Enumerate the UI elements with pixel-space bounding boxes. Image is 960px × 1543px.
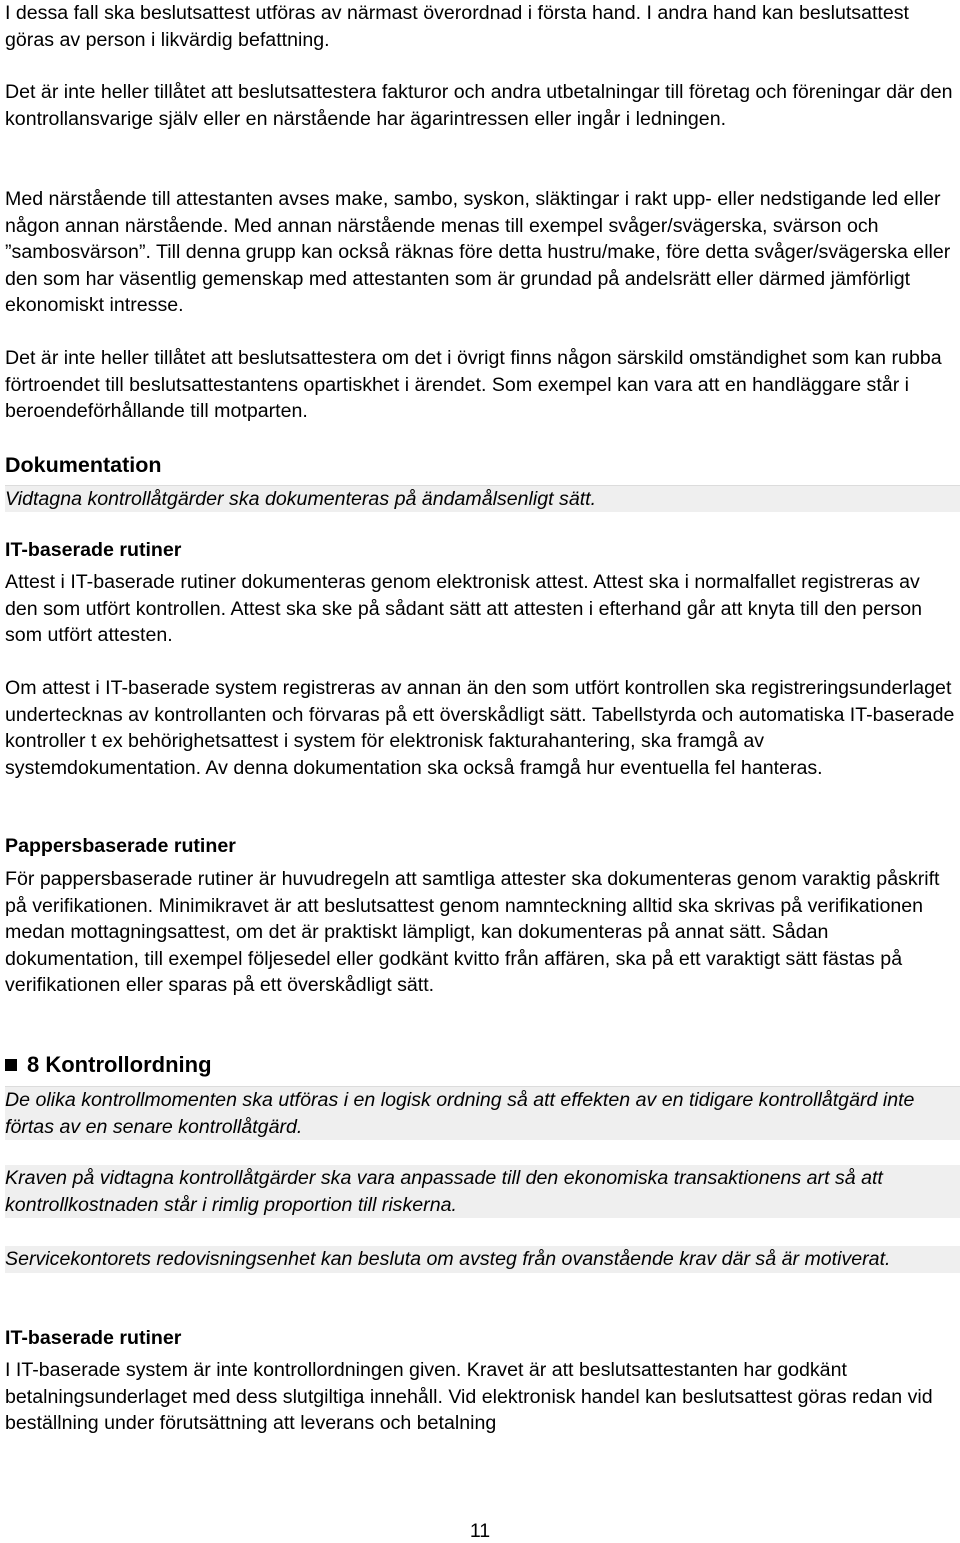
- note-logisk-ordning: De olika kontrollmomenten ska utföras i en logisk ordning så att effekten av en tidigare kontrollåtgärd inte förtas av en senare kontrollåtgärd.: [5, 1086, 960, 1140]
- note-dokumentation: Vidtagna kontrollåtgärder ska dokumenteras på ändamålsenligt sätt.: [5, 485, 960, 512]
- paragraph-narstaende: Med närstående till attestanten avses make, sambo, syskon, släktingar i rakt upp- eller nedstigande led eller någon annan närstående. Med annan närstående menas till exempel svåger/svägerska, svärson och ”sambosvärson”. Till denna grupp kan också räknas före detta hustru/make, före detta svåger/svägerska eller den som har väsentlig gemenskap med attestanten som är grundad på andelsrätt eller därmed jämförligt ekonomiskt intresse.: [5, 188, 951, 316]
- paragraph-kontrollordning-it: I IT-baserade system är inte kontrollordningen given. Kravet är att beslutsattestanten har godkänt betalningsunderlaget med dess slutgiltiga innehåll. Vid elektronisk handel kan beslutsattest göras redan vid beställning under förutsättning att leverans och betalning: [5, 1359, 933, 1434]
- heading-kontrollordning: [5, 1050, 212, 1080]
- paragraph-elektronisk-attest: Attest i IT-baserade rutiner dokumenteras genom elektronisk attest. Attest ska i normalfallet registreras av den som utfört kontrollen. Attest ska ske på sådant sätt att attesten i efterhand går att knyta till den person som utfört attesten.: [5, 571, 923, 646]
- paragraph-sarskild-omstandighet: Det är inte heller tillåtet att beslutsattestera om det i övrigt finns någon särskild omständighet som kan rubba förtroendet till beslutsattestantens opartiskhet i ärendet. Som exempel kan vara att en handläggare står i beroendeförhållande till motparten.: [5, 347, 942, 422]
- paragraph-foretag-foreningar: Det är inte heller tillåtet att beslutsattestera fakturor och andra utbetalningar till företag och föreningar där den kontrollansvarige själv eller en närstående har ägarintressen eller ingår i ledningen.: [5, 81, 953, 130]
- note-anpassade-krav: Kraven på vidtagna kontrollåtgärder ska vara anpassade till den ekonomiska transaktionens art så att kontrollkostnaden står i rimlig proportion till riskerna.: [5, 1165, 960, 1218]
- note-avsteg: Servicekontorets redovisningsenhet kan besluta om avsteg från ovanstående krav där så är motiverat.: [5, 1246, 960, 1273]
- heading-dokumentation: Dokumentation: [5, 453, 162, 477]
- heading-it-baserade-rutiner: IT-baserade rutiner: [5, 539, 182, 561]
- paragraph-pappersbaserade: För pappersbaserade rutiner är huvudregeln att samtliga attester ska dokumenteras genom varaktig påskrift på verifikationen. Minimikravet är att beslutsattest genom namnteckning alltid ska skrivas på verifikationen medan mottagningsattest, om det är praktiskt lämpligt, kan dokumenteras på annat sätt. Sådan dokumentation, till exempel följesedel eller godkänt kvitto från affären, ska på ett varaktigt sätt fästas på verifikationen eller sparas på ett överskådligt sätt.: [5, 868, 940, 996]
- heading-pappersbaserade-rutiner: Pappersbaserade rutiner: [5, 835, 236, 857]
- square-bullet-icon: [5, 1059, 17, 1071]
- heading-it-baserade-rutiner-2: IT-baserade rutiner: [5, 1327, 182, 1349]
- page-number: 11: [469, 1520, 491, 1542]
- heading-kontrollordning-text: 8 Kontrollordning: [27, 1052, 212, 1077]
- paragraph-registreringsunderlag: Om attest i IT-baserade system registreras av annan än den som utfört kontrollen ska registreringsunderlaget undertecknas av kontrollanten och förvaras på ett överskådligt sätt. Tabellstyrda och automatiska IT-baserade kontroller t ex behörighetsattest i system för elektronisk fakturahantering, ska framgå av systemdokumentation. Av denna dokumentation ska också framgå hur eventuella fel hanteras.: [5, 677, 955, 779]
- paragraph-beslutsattest-overordnad: I dessa fall ska beslutsattest utföras av närmast överordnad i första hand. I andra hand kan beslutsattest göras av person i likvärdig befattning.: [5, 2, 910, 51]
